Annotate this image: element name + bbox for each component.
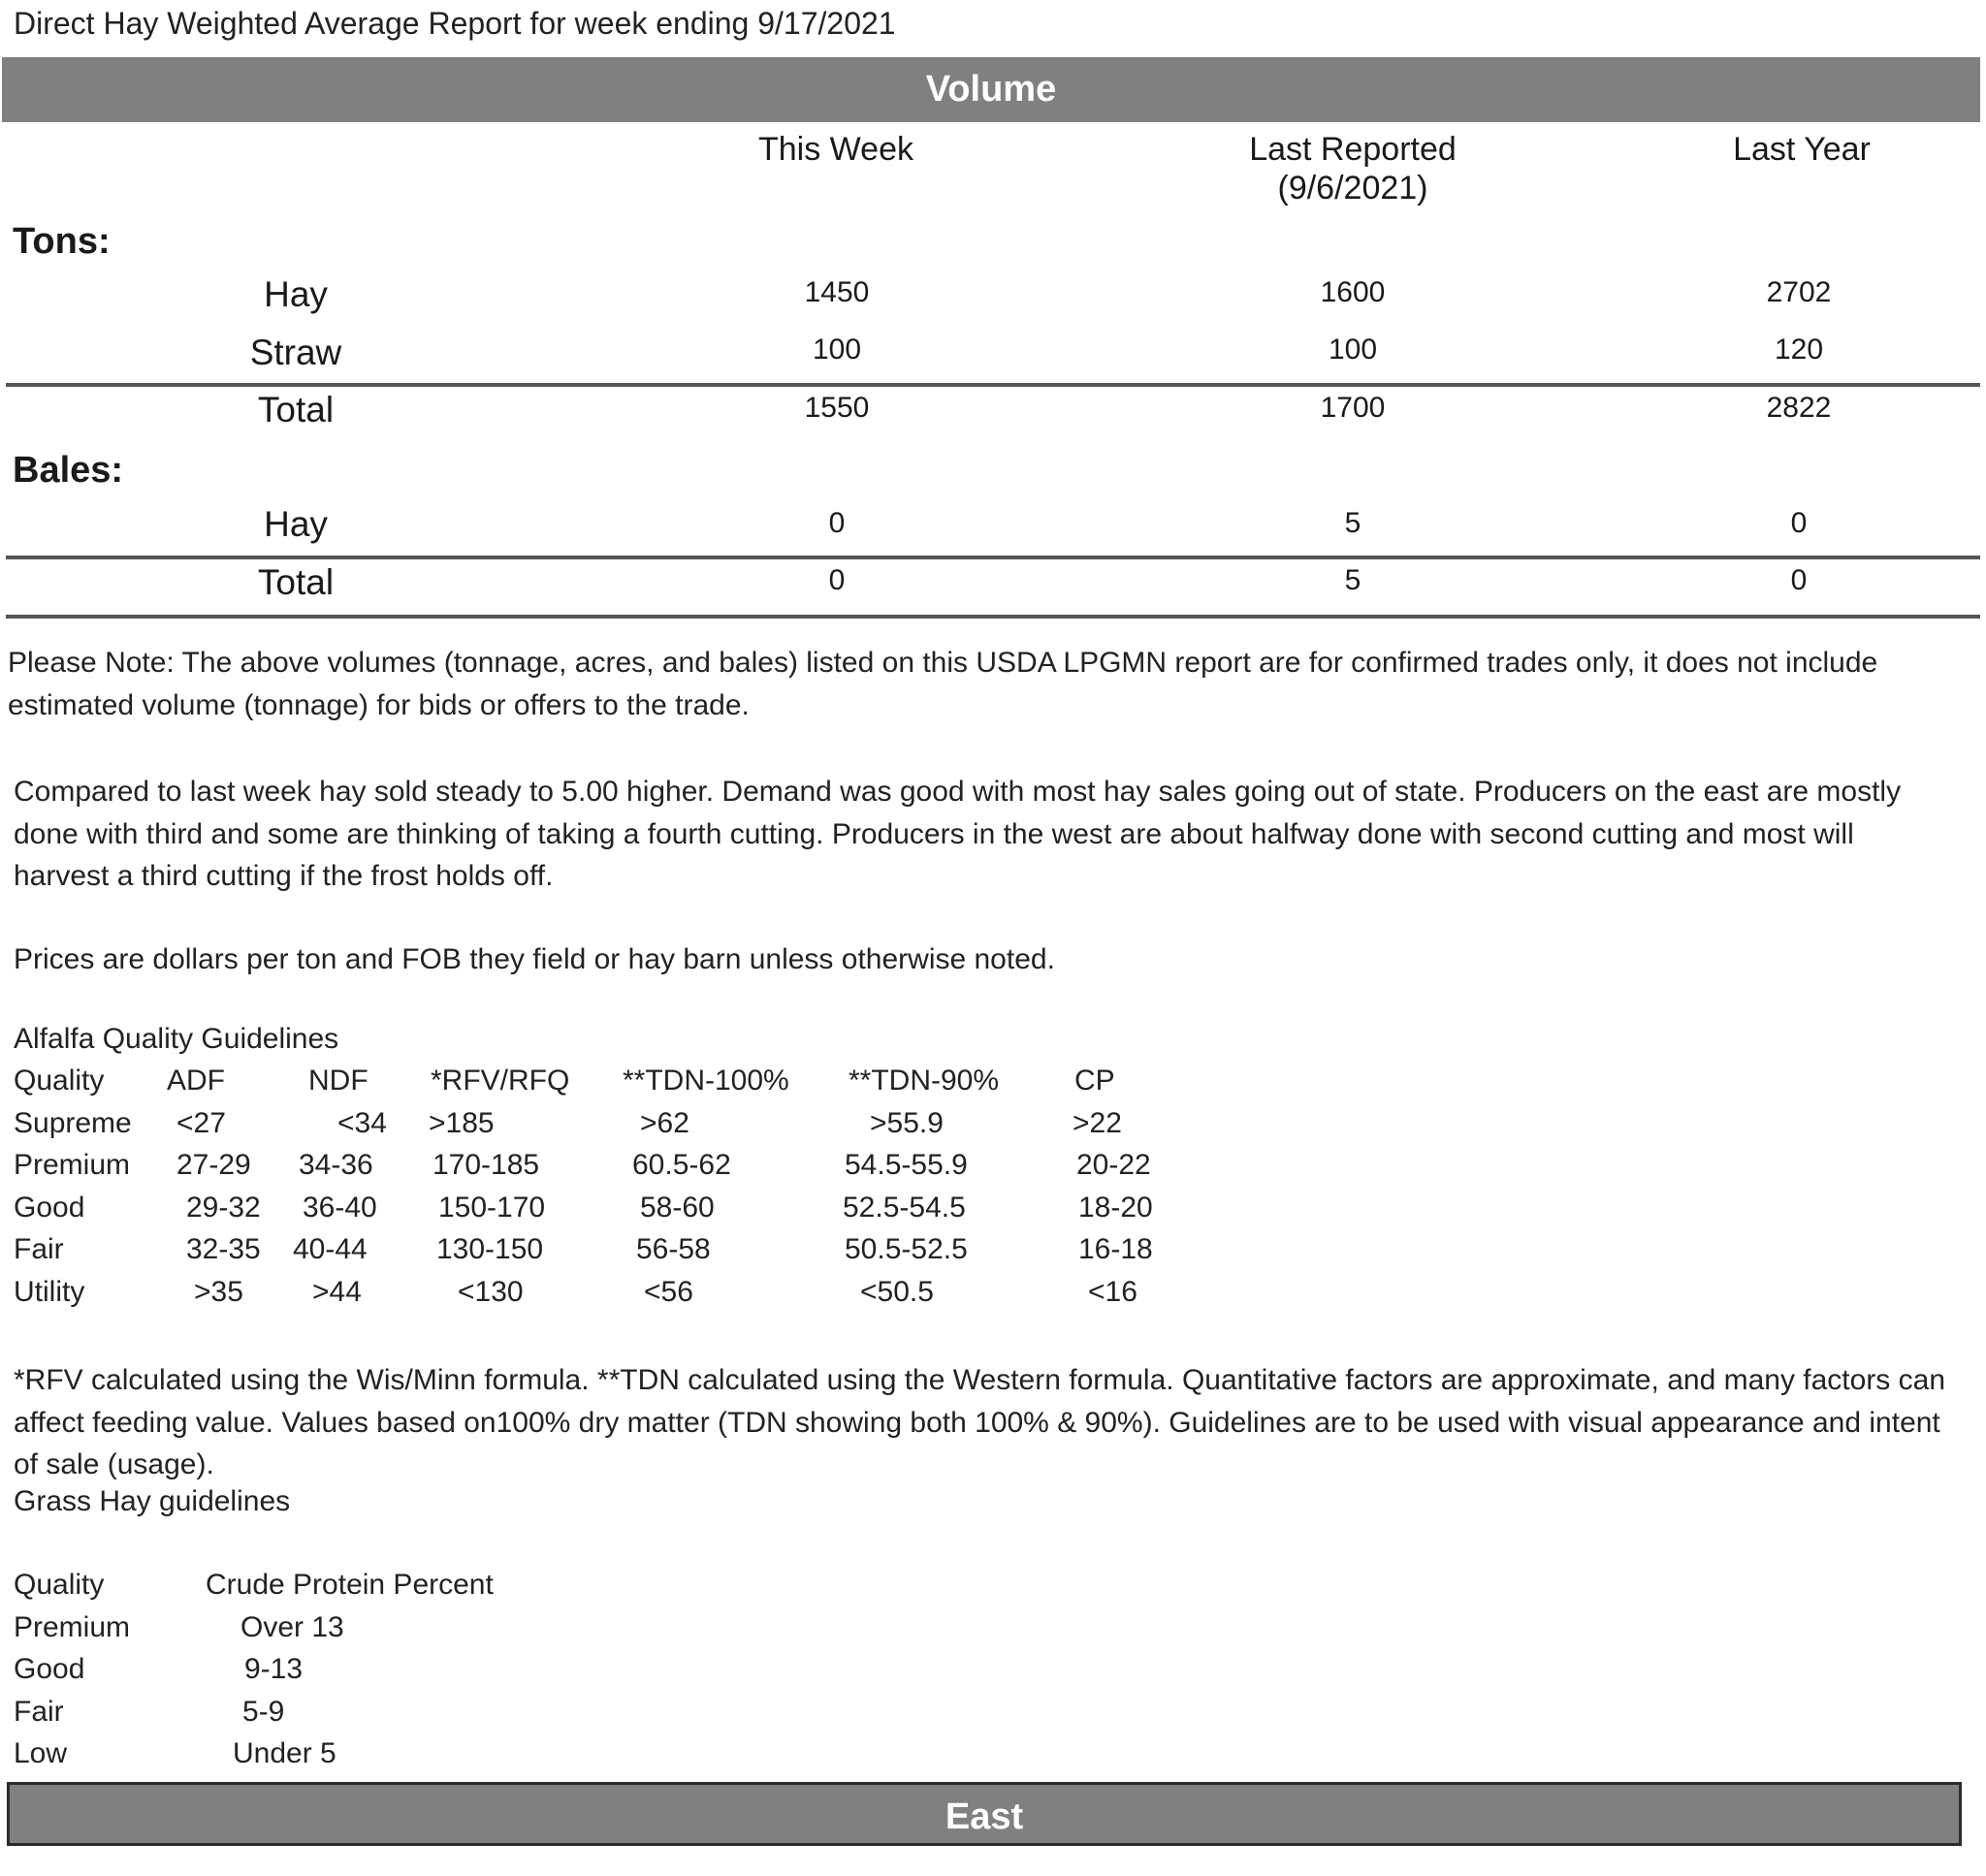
tons-row-label: Straw — [249, 333, 342, 372]
alfalfa-table-cell: 18-20 — [1078, 1191, 1153, 1224]
alfalfa-table-cell: Good — [14, 1191, 85, 1224]
alfalfa-table-cell: Supreme — [14, 1106, 132, 1139]
volume-table-bottom-rule — [6, 615, 1980, 619]
alfalfa-table-cell: >44 — [312, 1275, 362, 1308]
alfalfa-table-cell: 130-150 — [436, 1233, 544, 1265]
alfalfa-table-cell: Utility — [14, 1275, 85, 1308]
grass-table-cell: Premium — [14, 1610, 131, 1643]
tons-straw-this-week: 100 — [812, 334, 862, 366]
column-last-reported — [1110, 130, 1595, 207]
bales-row-label: Hay — [264, 504, 328, 544]
column-last-reported-label: Last Reported — [1249, 131, 1457, 168]
alfalfa-table-cell: >55.9 — [870, 1106, 944, 1139]
grass-table-cell: 9-13 — [244, 1653, 304, 1685]
alfalfa-table-cell: >35 — [194, 1275, 243, 1308]
tons-hay-last-year: 2702 — [1766, 276, 1832, 308]
alfalfa-table-cell: <56 — [644, 1275, 693, 1308]
alfalfa-header-cell: ADF — [167, 1065, 225, 1097]
report-title: Direct Hay Weighted Average Report for week ending 9/17/2021 — [14, 6, 896, 41]
tons-hay-last-reported: 1600 — [1320, 276, 1386, 308]
bales-total-last-year: 0 — [1790, 564, 1808, 596]
bales-hay-last-reported: 5 — [1344, 507, 1361, 539]
bales-row-label: Total — [257, 562, 335, 602]
alfalfa-table-cell: 36-40 — [303, 1191, 377, 1224]
grass-table-cell: Low — [14, 1737, 68, 1769]
grass-header-cell: Crude Protein Percent — [206, 1569, 494, 1601]
bales-total-this-week: 0 — [828, 564, 846, 596]
bales-total-divider — [6, 556, 1980, 559]
alfalfa-table-cell: <34 — [337, 1106, 387, 1139]
column-this-week: This Week — [758, 131, 913, 168]
grass-table-cell: Good — [14, 1653, 85, 1685]
alfalfa-table-cell: 52.5-54.5 — [843, 1191, 966, 1224]
tons-straw-last-reported: 100 — [1328, 334, 1378, 366]
alfalfa-table-cell: >22 — [1073, 1106, 1122, 1139]
prices-note: Prices are dollars per ton and FOB they field or hay barn unless otherwise noted. — [14, 943, 1055, 975]
alfalfa-header-cell: **TDN-100% — [623, 1065, 789, 1097]
alfalfa-table-cell: 16-18 — [1078, 1233, 1153, 1265]
alfalfa-header-cell: Quality — [14, 1065, 105, 1097]
alfalfa-table-cell: 20-22 — [1076, 1149, 1151, 1181]
alfalfa-table-cell: <16 — [1088, 1275, 1137, 1308]
grass-header-cell: Quality — [14, 1569, 105, 1601]
grass-guidelines-title: Grass Hay guidelines — [14, 1485, 291, 1517]
grass-table-cell: 5-9 — [242, 1695, 285, 1728]
alfalfa-table-cell: Premium — [14, 1149, 131, 1181]
alfalfa-guidelines-title: Alfalfa Quality Guidelines — [14, 1023, 339, 1055]
alfalfa-header-cell: NDF — [308, 1065, 368, 1097]
alfalfa-table-cell: <50.5 — [860, 1275, 934, 1308]
alfalfa-table-cell: Fair — [14, 1233, 64, 1265]
alfalfa-header-cell: *RFV/RFQ — [431, 1065, 570, 1097]
east-section-header: East — [7, 1782, 1962, 1846]
alfalfa-table-cell: 60.5-62 — [632, 1149, 731, 1181]
tons-total-divider — [6, 383, 1980, 387]
alfalfa-table-cell: 32-35 — [186, 1233, 261, 1265]
tons-hay-this-week: 1450 — [804, 276, 870, 308]
column-last-year: Last Year — [1733, 131, 1871, 168]
alfalfa-table-cell: 27-29 — [176, 1149, 251, 1181]
alfalfa-table-cell: 29-32 — [186, 1191, 261, 1224]
grass-table-cell: Over 13 — [240, 1610, 344, 1643]
tons-total-last-reported: 1700 — [1320, 392, 1386, 424]
alfalfa-table-cell: 34-36 — [299, 1149, 373, 1181]
alfalfa-table-cell: 54.5-55.9 — [845, 1149, 968, 1181]
tons-row-label: Hay — [264, 274, 328, 314]
alfalfa-table-cell: <27 — [176, 1106, 226, 1139]
alfalfa-header-cell: **TDN-90% — [849, 1065, 1000, 1097]
volume-note: Please Note: The above volumes (tonnage, acres, and bales) listed on this USDA LPGMN report are for confirmed trades only, it does not include estimated volume (tonnage) for bids or offers to the trade. — [8, 647, 1878, 721]
market-commentary: Compared to last week hay sold steady to 5.00 higher. Demand was good with most hay sales going out of state. Producers on the east are mostly done with third and some are thinking of taking a fourth cutting. Producers in the west are about halfway done with second cutting and most will harvest a third cutting if the frost holds off. — [14, 776, 1902, 892]
tons-total-this-week: 1550 — [804, 392, 870, 424]
alfalfa-table-cell: 56-58 — [636, 1233, 711, 1265]
alfalfa-table-cell: 170-185 — [432, 1149, 540, 1181]
volume-section-header: Volume — [2, 57, 1980, 122]
bales-hay-this-week: 0 — [828, 507, 846, 539]
alfalfa-table-cell: <130 — [458, 1275, 524, 1308]
grass-table-cell: Fair — [14, 1695, 64, 1728]
alfalfa-table-cell: 50.5-52.5 — [845, 1233, 968, 1265]
grass-table-cell: Under 5 — [233, 1737, 336, 1769]
guidelines-footnote: *RFV calculated using the Wis/Minn formula. **TDN calculated using the Western formula. Quantitative factors are approximate, and many factors can affect feeding value. Values based on100% dry matter (TDN showing both 100% & 90%). Guidelines are to be used with visual appearance and intent of sale (usage). — [14, 1364, 1946, 1480]
alfalfa-table-cell: >62 — [640, 1106, 689, 1139]
tons-label: Tons: — [13, 221, 111, 262]
alfalfa-table-cell: >185 — [429, 1106, 495, 1139]
bales-total-last-reported: 5 — [1344, 564, 1361, 596]
alfalfa-table-cell: 58-60 — [640, 1191, 715, 1224]
bales-label: Bales: — [13, 450, 124, 491]
alfalfa-header-cell: CP — [1074, 1065, 1115, 1097]
column-last-reported-date: (9/6/2021) — [1277, 170, 1428, 207]
alfalfa-table-cell: 40-44 — [293, 1233, 368, 1265]
tons-straw-last-year: 120 — [1774, 334, 1824, 366]
alfalfa-table-cell: 150-170 — [438, 1191, 546, 1224]
tons-row-label: Total — [257, 390, 335, 429]
tons-total-last-year: 2822 — [1766, 392, 1832, 424]
bales-hay-last-year: 0 — [1790, 507, 1808, 539]
